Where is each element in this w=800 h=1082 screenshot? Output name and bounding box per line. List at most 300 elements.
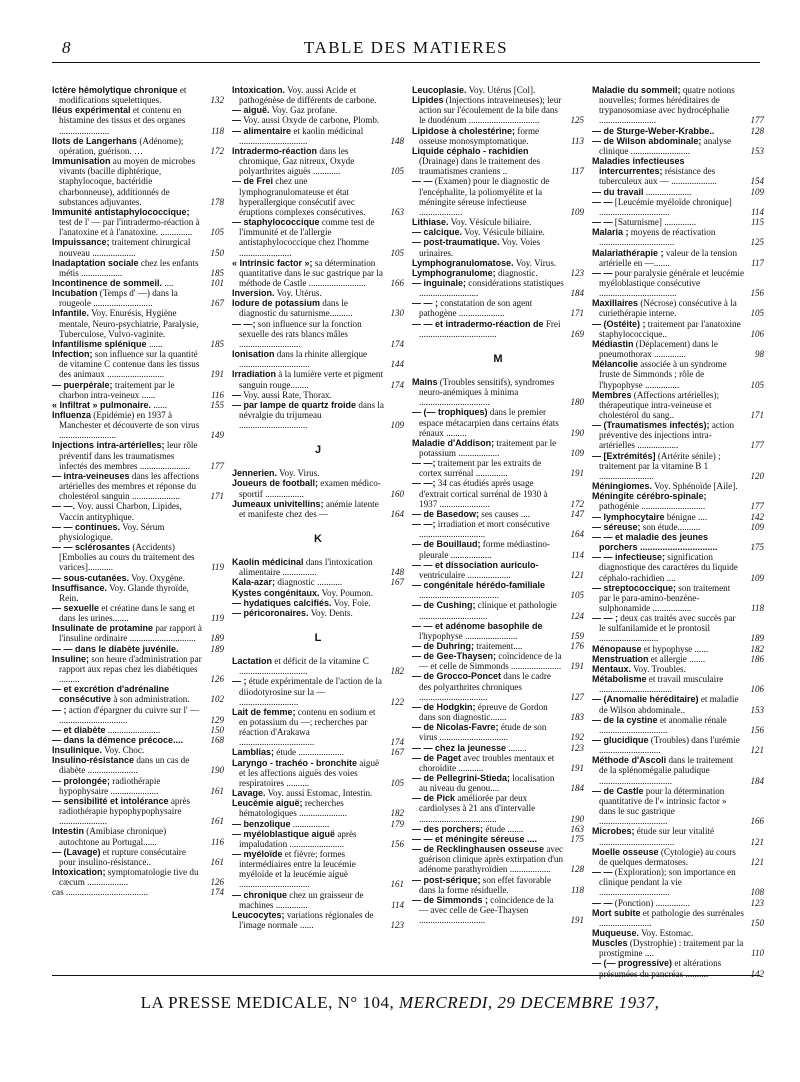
entry-text: traitement par les extraits de cortex surrénal ..............: [419, 458, 542, 479]
entry-text: Voy. Vésicule biliaire.: [462, 227, 545, 238]
entry-page-ref: 148: [390, 567, 404, 578]
entry-heading: — staphylococcique: [232, 217, 320, 228]
entry-text: Voy. Oxygène.: [129, 572, 185, 583]
entry-heading: — de Gee-Thaysen;: [412, 651, 497, 662]
entry-heading: — puerpérale;: [52, 379, 113, 390]
entry-text: son effet favorable dans la forme résiduelle.: [419, 874, 552, 895]
entry-heading: Lipidose à cholestérine;: [412, 125, 516, 136]
entry-text: ventriculaire ...................: [419, 569, 511, 580]
index-entry: [232, 557, 404, 577]
index-entry: [232, 819, 404, 829]
entry-page-ref: 156: [750, 288, 764, 299]
entry-heading: Leucoplasie.: [412, 85, 467, 95]
entry-text: recherches hématologiques .....................: [239, 798, 347, 819]
entry-heading: — aiguë.: [232, 105, 270, 116]
entry-heading: Jumeaux univitellins;: [232, 498, 324, 509]
entry-heading: — de Duhring;: [412, 640, 474, 651]
entry-text: ...................................: [419, 590, 499, 601]
entry-heading: — — ;: [592, 613, 618, 624]
index-entry: [232, 126, 404, 146]
entry-page-ref: 183: [570, 712, 584, 723]
entry-page-ref: 156: [390, 838, 404, 849]
entry-heading: — —: [592, 267, 613, 278]
entry-page-ref: 178: [210, 196, 224, 207]
entry-heading: — par lampe de quartz froide: [232, 399, 357, 410]
index-entry: [232, 676, 404, 706]
entry-page-ref: 156: [750, 724, 764, 735]
entry-text: étude ....................: [274, 747, 344, 758]
entry-heading: Ménopause: [592, 643, 642, 654]
index-entry: [412, 702, 584, 722]
entry-heading: Inversion.: [232, 288, 275, 299]
entry-heading: — sous-cutanées.: [52, 572, 130, 583]
entry-heading: Mains: [412, 376, 438, 387]
entry-text: après impaludation ........................: [239, 828, 357, 849]
entry-page-ref: 123: [570, 742, 584, 753]
index-entry: [52, 308, 224, 338]
page-header: [52, 38, 760, 60]
entry-page-ref: 105: [390, 247, 404, 258]
entry-page-ref: 177: [750, 440, 764, 451]
entry-page-ref: 166: [750, 816, 764, 827]
entry-page-ref: 150: [750, 917, 764, 928]
index-entry: [52, 887, 224, 897]
entry-heading: — hydatiques calcifiés.: [232, 597, 332, 608]
entry-page-ref: 117: [571, 166, 584, 177]
index-entry: [412, 753, 584, 773]
entry-page-ref: 105: [750, 308, 764, 319]
entry-text: et anomalie rénale ..............................: [599, 714, 727, 735]
entry-page-ref: 191: [570, 468, 584, 479]
entry-text: ........: [506, 742, 527, 753]
entry-page-ref: 114: [571, 549, 584, 560]
entry-heading: — congénitale hérédo-familiale: [412, 580, 546, 591]
entry-text: son traitement par le para-amino-benzène-sulphonamide .................: [599, 582, 731, 613]
entry-heading: — (Ostéite) ;: [592, 318, 646, 329]
entry-heading: Laryngo - trachéo - bronchite: [232, 757, 358, 768]
entry-heading: — de Grocco-Poncet: [412, 671, 502, 682]
entry-heading: Kystes congénitaux.: [232, 587, 320, 598]
index-entry: [52, 349, 224, 379]
entry-page-ref: 177: [210, 460, 224, 471]
entry-heading: Microbes;: [592, 826, 635, 837]
entry-text: irradiation et mort consécutive .............................: [419, 519, 550, 540]
entry-heading: Ictère hémolytique chronique: [52, 85, 178, 95]
entry-page-ref: 121: [570, 569, 584, 580]
entry-heading: — de la cystine: [592, 714, 658, 725]
entry-page-ref: 185: [210, 338, 224, 349]
entry-page-ref: 118: [751, 602, 764, 613]
entry-heading: — — dans le diabète juvénile.: [52, 643, 179, 654]
entry-heading: Maladies infectieuses intercurrentes;: [592, 156, 685, 177]
entry-page-ref: 191: [570, 762, 584, 773]
index-entry: [412, 146, 584, 176]
entry-heading: — — et dissociation auriculo-: [412, 559, 539, 570]
entry-heading: — prolongée;: [52, 775, 110, 786]
entry-heading: —: [232, 115, 241, 126]
index-entry: [52, 867, 224, 887]
entry-heading: — —;: [412, 519, 436, 530]
index-entry: [412, 377, 584, 407]
entry-heading: Maladie du sommeil;: [592, 85, 681, 95]
entry-text: Voy. Glande thyroïde, Rein.: [59, 582, 189, 603]
index-entry: [592, 867, 764, 897]
index-entry: [592, 928, 764, 938]
entry-heading: — de Basedow;: [412, 508, 480, 519]
index-entry: [52, 440, 224, 470]
entry-heading: — — et adénome basophile de: [412, 620, 543, 631]
index-entry: [412, 319, 584, 339]
entry-heading: — ;: [52, 704, 67, 715]
entry-heading: Malaria ;: [592, 227, 629, 238]
entry-text: ......: [151, 399, 167, 410]
index-entry: [52, 745, 224, 755]
index-entry: [52, 755, 224, 775]
index-entry: [412, 278, 584, 298]
entry-page-ref: 126: [210, 877, 224, 888]
index-entry: [412, 237, 584, 257]
index-entry: [412, 824, 584, 834]
index-entry: [592, 217, 764, 227]
entry-page-ref: 147: [570, 508, 584, 519]
entry-heading: — — et intradermo-réaction de: [412, 318, 544, 329]
entry-text: (Drainage) dans le traitement des traumatismes craniens ..: [419, 156, 541, 177]
entry-heading: — calcique.: [412, 227, 463, 238]
index-entry: [592, 674, 764, 694]
entry-text: et allergie .......: [648, 653, 706, 664]
page-title: TABLE DES MATIERES: [303, 38, 509, 57]
index-entry: [232, 707, 404, 748]
entry-page-ref: 121: [750, 836, 764, 847]
entry-text: (Troubles sensitifs), syndromes neuro-anémiques à minima ...............................: [419, 376, 555, 408]
index-entry: [232, 319, 404, 349]
index-entry: [592, 908, 764, 928]
entry-page-ref: 167: [390, 747, 404, 758]
entry-heading: Métabolisme: [592, 674, 647, 685]
entry-heading: — (Anomalie héréditaire): [592, 694, 699, 705]
entry-text: cas ....................................: [52, 887, 149, 898]
entry-page-ref: 109: [750, 521, 764, 532]
entry-text: Voy. Utérus [Col].: [466, 85, 536, 95]
entry-text: Voy. Gaz profane.: [269, 105, 338, 116]
entry-text: comme test de l'immunité et de l'allergie antistaphylococcique chez l'homme .......................: [239, 217, 375, 258]
index-entry: [592, 938, 764, 958]
entry-text: étude expérimentale de l'action de la diiodotyrosine sur la — ..........................: [239, 676, 382, 707]
entry-text: et modifications squelettiques.: [59, 85, 187, 106]
entry-text: radiothérapie hypophysaire .....................: [59, 775, 161, 796]
index-entry: [592, 694, 764, 714]
entry-heading: Méningite cérébro-spinale;: [592, 491, 707, 502]
index-entry: [232, 829, 404, 849]
index-entry: [232, 798, 404, 818]
entry-page-ref: 166: [390, 277, 404, 288]
index-entry: [232, 849, 404, 890]
entry-page-ref: 160: [390, 488, 404, 499]
index-entry: [52, 583, 224, 603]
entry-heading: Intestin: [52, 826, 85, 837]
entry-heading: — (— progressive): [592, 958, 673, 969]
entry-text: symptomatologie tive du cæcum ..................: [59, 867, 199, 888]
entry-text: étude sur leur vitalité .................................: [599, 826, 715, 847]
index-entry: [52, 776, 224, 796]
index-entry: [232, 588, 404, 598]
entry-text: action préventive des injections intra-artérielles ..................: [599, 420, 735, 451]
entry-text: chez un graisseur de machines ..............: [239, 889, 364, 910]
index-entry: [412, 539, 584, 559]
entry-text: dans le traitement de la splénomégalie paludique ................................: [599, 755, 734, 786]
entry-heading: — (Traumatismes infectés);: [592, 420, 710, 431]
index-entry: [232, 890, 404, 910]
index-entry: [592, 451, 764, 481]
entry-page-ref: 123: [570, 267, 584, 278]
entry-text: ....: [162, 277, 174, 288]
entry-text: et altérations présumées du pancréas ..........: [599, 958, 722, 979]
entry-heading: — —: [592, 196, 613, 207]
index-entry: [412, 743, 584, 753]
entry-text: (Injections intraveineuses); leur action sur l'écoulement de la bile dans le duodénum ...............................: [419, 95, 562, 126]
entry-text: avec guérison clinique après extirpation d'un adénome parathyroïdien ..................: [419, 844, 564, 875]
index-entry: [412, 176, 584, 217]
index-entry: [232, 608, 404, 618]
index-entry: [412, 875, 584, 895]
entry-text: dans la névralgie du trijumeau ..............................: [239, 399, 384, 431]
index-entry: [592, 268, 764, 298]
entry-page-ref: 190: [570, 813, 584, 824]
entry-text: (Affections artérielles); thérapeutique intra-veineuse et cholestérol du sang..: [599, 389, 720, 420]
index-entry: [412, 438, 584, 458]
footer-rule: [52, 975, 760, 976]
index-entry: [52, 400, 224, 410]
entry-text: signification diagnostique des caractères du liquide céphalo-rachidien ....: [599, 552, 738, 583]
entry-heading: Lait de femme;: [232, 706, 296, 717]
entry-heading: — —;: [412, 478, 436, 489]
entry-text: après radiothérapie hypophypophysaire .....................: [59, 795, 191, 827]
index-entry: [412, 773, 584, 793]
entry-text: dans la rhinite allergique ...............................: [239, 349, 368, 370]
entry-page-ref: 128: [570, 864, 584, 875]
entry-page-ref: 102: [210, 694, 224, 705]
index-entry: [52, 156, 224, 207]
entry-text: Voy. aussi Estomac, Intestin.: [265, 788, 373, 799]
index-entry: [52, 278, 224, 288]
entry-page-ref: 153: [750, 704, 764, 715]
index-entry: [52, 258, 224, 278]
index-entry: [592, 664, 764, 674]
index-entry: [592, 339, 764, 359]
entry-heading: Immunité antistaphylococcique;: [52, 206, 190, 217]
entry-heading: — (— trophiques): [412, 407, 488, 418]
entry-page-ref: 167: [390, 577, 404, 588]
entry-page-ref: 174: [390, 737, 404, 748]
entry-page-ref: 171: [570, 308, 584, 319]
header-rule: [52, 62, 760, 65]
entry-heading: Jennerien.: [232, 468, 278, 479]
index-entry: [592, 420, 764, 450]
entry-page-ref: 175: [750, 542, 764, 553]
index-entry: [232, 288, 404, 298]
entry-text: .......................: [105, 724, 161, 735]
entry-heading: Moelle osseuse: [592, 846, 659, 857]
entry-text: (Epidémie) en 1937 à Manchester et découverte de son virus .........................: [59, 410, 200, 441]
entry-page-ref: 116: [211, 389, 224, 400]
entry-heading: — —: [592, 897, 613, 908]
index-entry: [412, 671, 584, 701]
entry-text: dans les affections artérielles des membres et réponse du cholestérol sanguin .....................: [59, 470, 200, 502]
index-entry: [592, 248, 764, 268]
entry-text: Voy. Voies urinaires.: [419, 237, 541, 258]
index-entry: [52, 705, 224, 725]
index-entry: [412, 651, 584, 671]
entry-text: ................: [290, 818, 330, 829]
entry-text: dans le diagnostic du saturnisme..........: [239, 298, 353, 319]
entry-heading: Mélancolie: [592, 359, 639, 370]
entry-page-ref: 123: [750, 897, 764, 908]
index-entry: [412, 621, 584, 641]
entry-text: dans l'intoxication alimentaire ...............: [239, 557, 373, 578]
entry-heading: Infantilisme splénique: [52, 338, 147, 349]
entry-page-ref: 106: [750, 328, 764, 339]
index-entry: [232, 478, 404, 498]
entry-page-ref: 118: [571, 884, 584, 895]
entry-page-ref: 119: [211, 613, 224, 624]
entry-page-ref: 105: [390, 166, 404, 177]
entry-text: Voy. aussi Oxyde de carbone, Plomb.: [241, 115, 380, 126]
entry-heading: Intoxication;: [52, 867, 106, 878]
index-entry: [592, 715, 764, 735]
entry-heading: Incontinence de sommeil.: [52, 277, 163, 288]
entry-text: chez les enfants métis ..................: [59, 257, 199, 278]
entry-heading: — —: [592, 217, 613, 228]
entry-page-ref: 123: [390, 920, 404, 931]
index-entry: [592, 85, 764, 126]
entry-text: contenu en sodium et en potassium du —; recherches par réaction d'Arakawa .................................: [239, 706, 376, 748]
index-entry: [412, 478, 584, 508]
index-entry: [232, 788, 404, 798]
index-entry: [592, 298, 764, 318]
entry-text: l'hypophyse .......................: [419, 630, 518, 641]
entry-page-ref: 184: [750, 775, 764, 786]
entry-page-ref: 176: [570, 640, 584, 651]
entry-text: Voy. Sphénoïde [Aile].: [652, 481, 738, 492]
entry-text: 34 cas étudiés après usage d'extrait cortical surrénal de 1930 à 1937 ......................: [419, 478, 548, 509]
entry-page-ref: 171: [750, 410, 764, 420]
entry-heading: Impuissance;: [52, 237, 110, 248]
entry-text: aiguë et les affections aiguës des voies respiratoires ..........: [239, 757, 380, 788]
index-entry: [592, 491, 764, 511]
entry-text: étude .......: [483, 823, 524, 834]
entry-heading: Insulinique.: [52, 745, 103, 756]
entry-heading: — de Recklinghausen osseuse: [412, 844, 545, 855]
entry-page-ref: 142: [750, 511, 764, 522]
entry-text: Voy. Sérum physiologique.: [59, 521, 165, 542]
entry-text: étude de son virus ..............................: [419, 722, 547, 743]
entry-text: test de l' — par l'intradermo-réaction à l'anatoxine et à l'anatoxine. ..............: [59, 217, 200, 238]
index-entry: [592, 481, 764, 491]
entry-heading: Méthode d'Ascoli: [592, 755, 667, 766]
entry-page-ref: 185: [210, 267, 224, 278]
entry-text: leur rôle préventif dans les traumatismes infectés des membres ......................: [59, 440, 198, 471]
index-entry: [232, 298, 404, 318]
entry-heading: — — sclérosantes: [52, 542, 131, 553]
entry-page-ref: 186: [750, 653, 764, 664]
entry-text: et déficit de la vitamine C ..............................: [239, 656, 369, 677]
index-entry: [592, 826, 764, 846]
index-entry: [592, 786, 764, 827]
index-entry: [52, 136, 224, 156]
entry-text: Voy. Virus.: [277, 468, 320, 479]
entry-page-ref: 144: [390, 359, 404, 370]
entry-heading: Joueurs de football;: [232, 478, 319, 489]
index-entry: [412, 834, 584, 844]
index-column-1: [52, 85, 224, 965]
entry-heading: Liquide céphalo - rachidien: [412, 145, 529, 156]
entry-heading: — alimentaire: [232, 125, 292, 136]
index-entry: [52, 410, 224, 440]
entry-text: Voy. Utérus.: [274, 288, 322, 299]
entry-text: ......: [146, 338, 163, 349]
entry-heading: — —: [592, 867, 613, 878]
entry-page-ref: 125: [570, 115, 584, 126]
index-entry: [232, 146, 404, 176]
entry-page-ref: 117: [751, 257, 764, 268]
entry-page-ref: 148: [390, 135, 404, 146]
index-entry: [232, 400, 404, 430]
index-entry: [412, 268, 584, 278]
index-entry: [52, 725, 224, 735]
entry-heading: — et excrétion d'adrénaline consécutive: [52, 684, 170, 705]
index-entry: [232, 577, 404, 587]
entry-heading: Inadaptation sociale: [52, 257, 139, 268]
entry-heading: Lavage.: [232, 788, 266, 799]
index-entry: [592, 644, 764, 654]
entry-heading: Iodure de potassium: [232, 298, 321, 309]
entry-text: Voy. Foie.: [331, 597, 371, 608]
entry-page-ref: 109: [390, 420, 404, 431]
index-column-4: [592, 85, 764, 979]
entry-text: Voy. Virus.: [513, 257, 557, 268]
entry-text: constatation de son agent pathogène ....................: [419, 298, 533, 319]
entry-page-ref: 132: [210, 95, 224, 106]
entry-text: Voy. aussi Acide et pathogénèse de différents de carbone.: [239, 85, 377, 106]
entry-text: Voy. Vésicule biliaire.: [448, 217, 532, 228]
index-entry: [592, 522, 764, 532]
index-entry: [412, 560, 584, 580]
entry-heading: — péricoronaires.: [232, 607, 309, 618]
entry-heading: Mort subite: [592, 907, 641, 918]
index-entry: [412, 895, 584, 925]
index-entry: [592, 390, 764, 420]
entry-page-ref: 116: [211, 836, 224, 847]
entry-heading: — myéloblastique aiguë: [232, 828, 336, 839]
entry-heading: Intoxication.: [232, 85, 286, 95]
entry-heading: Médiastin: [592, 338, 634, 349]
entry-page-ref: 129: [210, 714, 224, 725]
entry-heading: Irradiation: [232, 369, 277, 380]
entry-heading: — de Wilson abdominale;: [592, 135, 702, 146]
entry-text: améliorée par deux cardiolyses à 21 ans d'intervalle ..................................: [419, 793, 536, 824]
index-entry: [412, 844, 584, 874]
entry-text: diagnostic.: [495, 267, 538, 278]
index-entry: [52, 380, 224, 400]
entry-heading: Malariathérapie ;: [592, 247, 664, 258]
entry-heading: Méningiomes.: [592, 481, 653, 492]
entry-text: et hypophyse ......: [641, 643, 709, 654]
entry-text: action d'épargner du cuivre sur l' — ..............................: [59, 704, 200, 725]
entry-text: et pathologie des surrénales .......................: [599, 907, 744, 928]
entry-heading: — séreuse;: [592, 521, 641, 532]
entry-text: Voy. Poumon.: [319, 587, 373, 598]
entry-heading: — du travail: [592, 186, 644, 197]
